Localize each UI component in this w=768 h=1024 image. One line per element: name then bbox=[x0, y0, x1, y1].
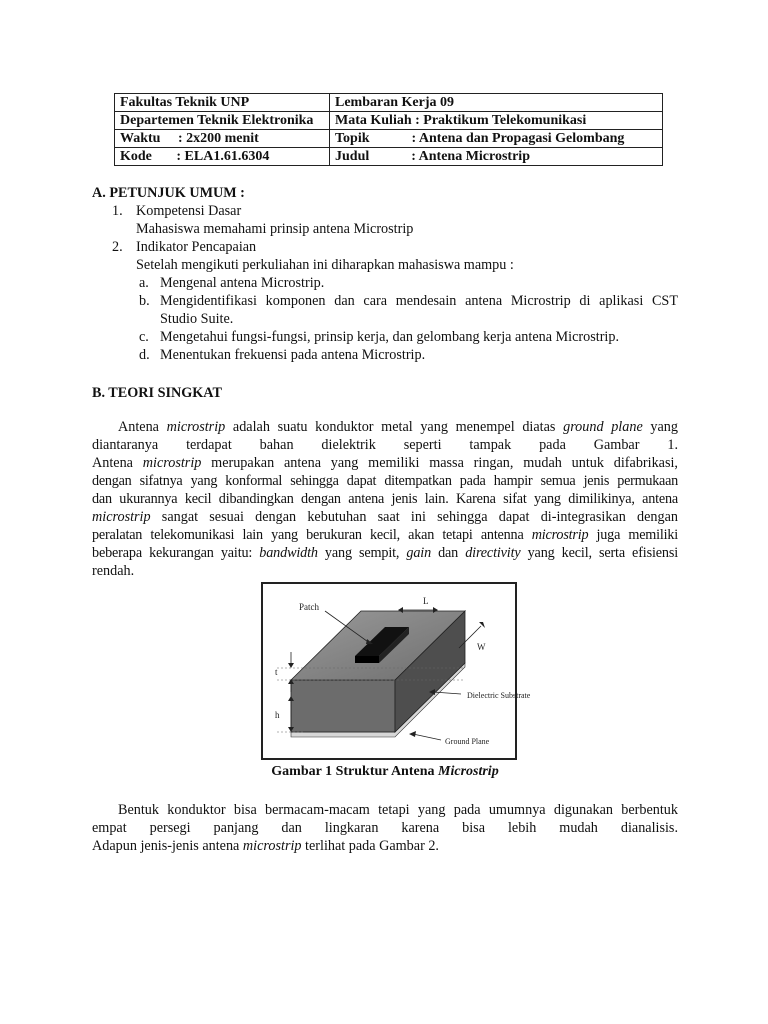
item-title: Kompetensi Dasar bbox=[136, 203, 242, 219]
item-title: Indikator Pencapaian bbox=[136, 239, 257, 255]
title-cell: Judul : Antena Microstrip bbox=[330, 148, 663, 166]
patch-label: Patch bbox=[299, 602, 319, 612]
item-number: 1. bbox=[112, 203, 123, 219]
paragraph-line bbox=[92, 526, 678, 544]
sub-letter: d. bbox=[139, 347, 150, 363]
paragraph-1 bbox=[92, 418, 678, 580]
text-run: yang kecil, serta efisiensi bbox=[520, 545, 678, 561]
paragraph-line bbox=[92, 418, 678, 436]
topic-cell: Topik : Antena dan Propagasi Gelombang bbox=[330, 130, 663, 148]
sub-item bbox=[92, 346, 678, 364]
substrate-front bbox=[291, 680, 395, 732]
section-b-heading: B. TEORI SINGKAT bbox=[92, 385, 222, 401]
sub-item bbox=[92, 292, 678, 310]
worksheet-cell: Lembaran Kerja 09 bbox=[330, 94, 663, 112]
sub-text: Mengidentifikasi komponen dan cara mendesain antena Microstrip di aplikasi CST bbox=[160, 293, 678, 309]
paragraph-line: empat persegi panjang dan lingkaran karena bisa lebih mudah dianalisis. bbox=[92, 820, 678, 836]
italic-term: microstrip bbox=[242, 838, 302, 854]
paragraph-line bbox=[92, 837, 678, 855]
item-text: Mahasiswa memahami prinsip antena Microstrip bbox=[136, 221, 414, 237]
paragraph-line: Bentuk konduktor bisa bermacam-macam tetapi yang pada umumnya digunakan berbentuk bbox=[118, 802, 678, 818]
sub-letter: b. bbox=[139, 293, 150, 309]
text-run: sangat sesuai dengan kebutuhan saat ini sehingga dapat di-integrasikan dengan bbox=[150, 509, 678, 525]
text-run: peralatan telekomunikasi lain yang berukuran kecil, akan tetapi antenna bbox=[92, 527, 532, 543]
ground-plane-label: Ground Plane bbox=[445, 737, 490, 746]
text-run: juga memiliki bbox=[588, 527, 678, 543]
l-label: L bbox=[423, 596, 429, 606]
sub-letter: c. bbox=[139, 329, 149, 345]
item-number: 2. bbox=[112, 239, 123, 255]
text-run: merupakan antena yang memiliki massa ringan, mudah untuk difabrikasi, bbox=[201, 455, 678, 471]
paragraph-line: dengan sifatnya yang konformal sehingga dapat ditempatkan pada hampir semua jenis permukaan bbox=[92, 473, 678, 489]
italic-term: microstrip bbox=[142, 455, 202, 471]
t-arrowhead bbox=[288, 663, 294, 668]
paragraph-line bbox=[92, 544, 678, 562]
italic-term: microstrip bbox=[531, 527, 589, 543]
time-cell: Waktu : 2x200 menit bbox=[115, 130, 330, 148]
text-run: yang bbox=[642, 419, 678, 435]
text-run: yang sempit, bbox=[317, 545, 407, 561]
italic-term: microstrip bbox=[166, 419, 226, 435]
paragraph-line bbox=[92, 454, 678, 472]
leader-arrowhead bbox=[409, 731, 416, 737]
sub-text-continued: Studio Suite. bbox=[160, 311, 234, 327]
sub-item bbox=[92, 274, 678, 292]
w-label: W bbox=[477, 642, 486, 652]
faculty-cell: Fakultas Teknik UNP bbox=[115, 94, 330, 112]
header-table bbox=[114, 93, 663, 166]
text-run: dan bbox=[431, 545, 466, 561]
italic-term: bandwidth bbox=[259, 545, 318, 561]
caption-text: Gambar 1 Struktur Antena bbox=[271, 764, 439, 779]
sub-letter: a. bbox=[139, 275, 149, 291]
section-a-heading: A. PETUNJUK UMUM : bbox=[92, 185, 245, 201]
paragraph-line: diantaranya terdapat bahan dielektrik seperti tampak pada Gambar 1. bbox=[92, 437, 678, 453]
paragraph-2 bbox=[92, 801, 678, 855]
microstrip-diagram bbox=[263, 584, 531, 758]
text-run: beberapa kekurangan yaitu: bbox=[92, 545, 260, 561]
h-label: h bbox=[275, 710, 280, 720]
italic-term: ground plane bbox=[563, 419, 643, 435]
paragraph-line: rendah. bbox=[92, 563, 135, 579]
sub-item bbox=[92, 328, 678, 346]
patch-front bbox=[355, 656, 379, 663]
paragraph-line bbox=[92, 508, 678, 526]
figure-caption bbox=[92, 764, 678, 780]
ground-leader bbox=[413, 734, 441, 740]
text-run: Antena bbox=[92, 455, 143, 471]
item-text: Setelah mengikuti perkuliahan ini diharapkan mahasiswa mampu : bbox=[136, 257, 514, 273]
sub-text: Mengetahui fungsi-fungsi, prinsip kerja, dan gelombang kerja antena Microstrip. bbox=[160, 329, 620, 345]
italic-term: directivity bbox=[465, 545, 521, 561]
substrate-label: Dielectric Substrate bbox=[467, 691, 531, 700]
text-run: adalah suatu konduktor metal yang menempel diatas bbox=[225, 419, 564, 435]
code-cell: Kode : ELA1.61.6304 bbox=[115, 148, 330, 166]
sub-text: Menentukan frekuensi pada antena Microstrip. bbox=[160, 347, 426, 363]
department-cell: Departemen Teknik Elektronika bbox=[115, 112, 330, 130]
text-run: terlihat pada Gambar 2. bbox=[301, 838, 439, 854]
italic-term: microstrip bbox=[92, 509, 151, 525]
sub-text: Mengenal antena Microstrip. bbox=[160, 275, 325, 291]
list-item bbox=[92, 238, 678, 256]
caption-italic: Microstrip bbox=[438, 764, 499, 779]
t-label: t bbox=[275, 667, 278, 677]
text-run: Adapun jenis-jenis antena bbox=[92, 838, 243, 854]
course-cell: Mata Kuliah : Praktikum Telekomunikasi bbox=[330, 112, 663, 130]
italic-term: gain bbox=[406, 545, 432, 561]
figure-microstrip-structure bbox=[261, 582, 531, 760]
text-run: Antena bbox=[118, 419, 167, 435]
list-item bbox=[92, 202, 678, 220]
section-a bbox=[92, 184, 678, 364]
paragraph-line: dan ukurannya kecil dibandingkan dengan antena jenis lain. Karena sifat yang dimilikinya, antena bbox=[92, 491, 678, 507]
